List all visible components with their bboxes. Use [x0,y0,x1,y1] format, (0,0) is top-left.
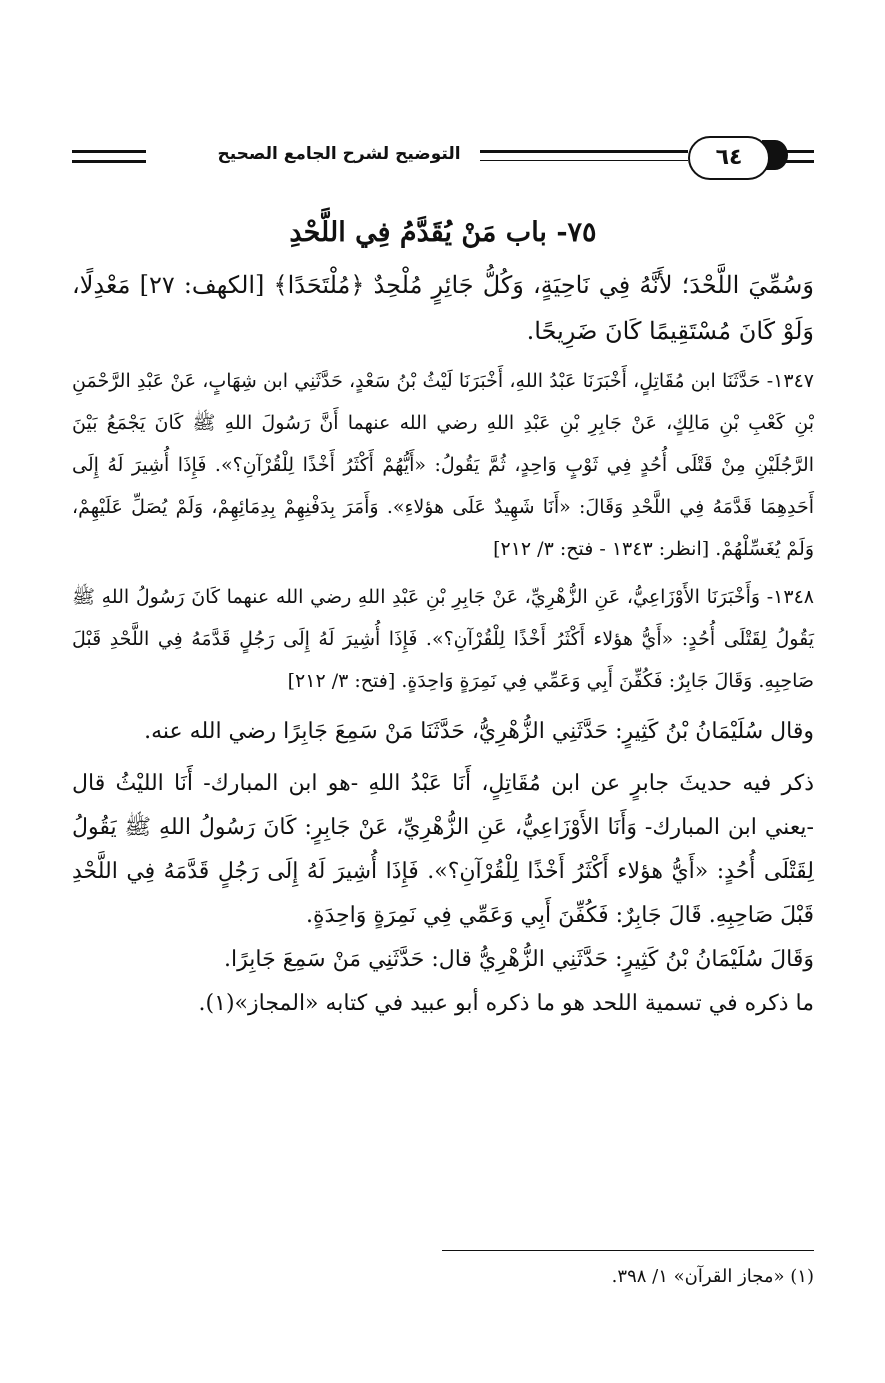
footnote: (١) «مجاز القرآن» ١/ ٣٩٨. [611,1266,814,1287]
header-rule [72,150,146,153]
header-rule [786,150,814,153]
commentary-paragraph: ما ذكره في تسمية اللحد هو ما ذكره أبو عبيد في كتابه «المجاز»(١). [198,991,814,1016]
page-number: ٦٤ [688,136,770,180]
running-title: التوضيح لشرح الجامع الصحيح [198,144,480,164]
footnote-separator [442,1250,814,1251]
hadith-1347 [72,360,814,570]
hadith-text: ١٣٤٨- وَأَخْبَرَنَا الأَوْزَاعِيُّ، عَنِ الزُّهْرِيِّ، عَنْ جَابِرِ بْنِ عَبْدِ اللهِ رضي الله عنهما كَانَ رَسُولُ اللهِ ﷺ يَقُولُ لِقَتْلَى أُحُدٍ: «أَيُّ هؤلاء أَكْثَرُ أَخْذًا لِلْقُرْآنِ؟». فَإِذَا أُشِيرَ لَهُ إِلَى رَجُلٍ قَدَّمَهُ فِي اللَّحْدِ قَبْلَ صَاحِبِهِ. وَقَالَ جَابِرٌ: فَكُفِّنَ أَبِي وَعَمِّي فِي نَمِرَةٍ وَاحِدَةٍ. [72,586,814,692]
main-text [72,210,814,1026]
hadith-1348 [72,576,814,702]
hadith-text: ١٣٤٧- حَدَّثَنَا ابن مُقَاتِلٍ، أَخْبَرَنَا عَبْدُ اللهِ، أَخْبَرَنَا لَيْثُ بْنُ سَعْدٍ، حَدَّثَنِي ابن شِهَابٍ، عَنْ عَبْدِ الرَّحْمَنِ بْنِ كَعْبِ بْنِ مَالِكٍ، عَنْ جَابِرِ بْنِ عَبْدِ اللهِ رضي الله عنهما أَنَّ رَسُولَ اللهِ ﷺ كَانَ يَجْمَعُ بَيْنَ الرَّجُلَيْنِ مِنْ قَتْلَى أُحُدٍ فِي ثَوْبٍ وَاحِدٍ، ثُمَّ يَقُولُ: «أَيُّهُمْ أَكْثَرُ أَخْذًا لِلْقُرْآنِ؟». فَإِذَا أُشِيرَ لَهُ إِلَى أَحَدِهِمَا قَدَّمَهُ فِي اللَّحْدِ وَقَالَ: «أَنَا شَهِيدٌ عَلَى هؤلاءِ». وَأَمَرَ بِدَفْنِهِمْ بِدِمَائِهِمْ، وَلَمْ يُصَلِّ عَلَيْهِمْ، وَلَمْ يُغَسِّلْهُمْ. [72,370,814,560]
hadith-reference: [فتح: ٣/ ٢١٢] [287,670,396,692]
chapter-title: ٧٥- باب مَنْ يُقَدَّمُ فِي اللَّحْدِ [289,217,597,248]
running-header [70,120,815,190]
hadith-reference: [انظر: ١٣٤٣ - فتح: ٣/ ٢١٢] [493,538,710,560]
header-rule [72,160,146,163]
mualaq-narration: وقال سُلَيْمَانُ بْنُ كَثِيرٍ: حَدَّثَنِي الزُّهْرِيُّ، حَدَّثَنَا مَنْ سَمِعَ جَابِرًا رضي الله عنه. [144,719,814,744]
chapter-intro: وَسُمِّيَ اللَّحْدَ؛ لأَنَّهُ فِي نَاحِيَةٍ، وَكُلُّ جَائِرٍ مُلْحِدٌ ﴿مُلْتَحَدًا﴾ [الكهف: ٢٧] مَعْدِلًا، وَلَوْ كَانَ مُسْتَقِيمًا كَانَ ضَرِيحًا. [72,271,814,345]
commentary-paragraph: ذكر فيه حديثَ جابرٍ عن ابن مُقَاتِلٍ، أَنَا عَبْدُ اللهِ -هو ابن المبارك- أَنَا الليْثُ قال -يعني ابن المبارك- وَأَنَا الأَوْزَاعِيُّ، عَنِ الزُّهْرِيِّ، عَنْ جَابِرٍ: كَانَ رَسُولُ اللهِ ﷺ يَقُولُ لِقَتْلَى أُحُدٍ: «أَيُّ هؤلاء أَكْثَرُ أَخْذًا لِلْقُرْآنِ؟». فَإِذَا أُشِيرَ لَهُ إِلَى رَجُلٍ قَدَّمَهُ فِي اللَّحْدِ قَبْلَ صَاحِبِهِ. قَالَ جَابِرٌ: فَكُفِّنَ أَبِي وَعَمِّي فِي نَمِرَةٍ وَاحِدَةٍ. [72,771,814,928]
header-rule [786,160,814,163]
commentary-paragraph: وَقَالَ سُلَيْمَانُ بْنُ كَثِيرٍ: حَدَّثَنِي الزُّهْرِيُّ قال: حَدَّثَنِي مَنْ سَمِعَ جَابِرًا. [224,947,814,972]
